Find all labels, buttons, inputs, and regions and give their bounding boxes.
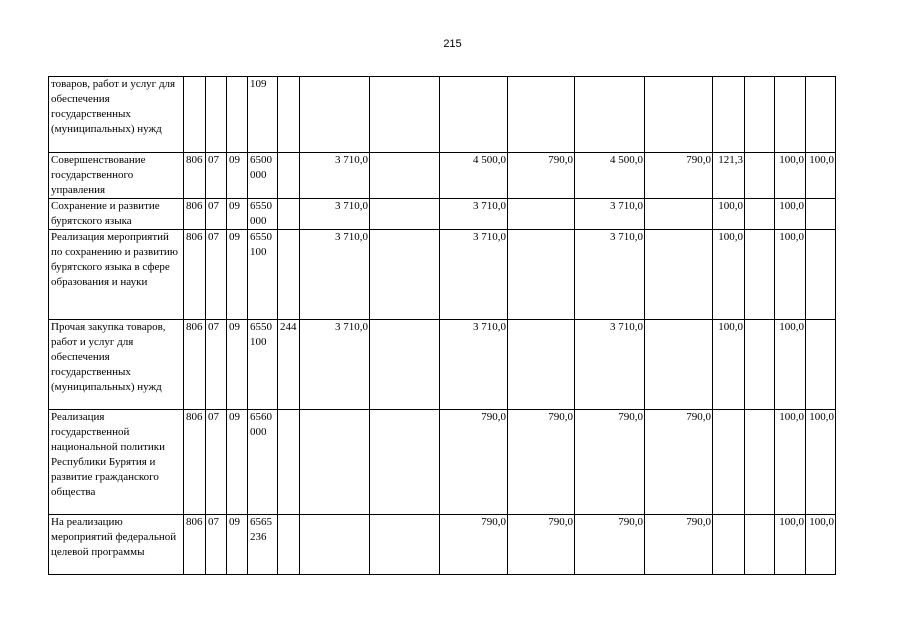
amount-cell bbox=[713, 410, 745, 515]
amount-cell: 100,0 bbox=[775, 199, 806, 230]
row-name-cell: Совершенствование государственного управления bbox=[49, 153, 184, 199]
amount-cell: 790,0 bbox=[645, 153, 713, 199]
amount-cell bbox=[370, 515, 440, 575]
code-cell: 6500 000 bbox=[248, 153, 278, 199]
amount-cell bbox=[370, 199, 440, 230]
code-cell: 09 bbox=[227, 515, 248, 575]
amount-cell bbox=[508, 199, 575, 230]
amount-cell: 790,0 bbox=[508, 153, 575, 199]
amount-cell bbox=[575, 77, 645, 153]
code-cell: 6550 100 bbox=[248, 320, 278, 410]
code-cell bbox=[184, 77, 206, 153]
amount-cell: 100,0 bbox=[713, 320, 745, 410]
amount-cell: 3 710,0 bbox=[300, 320, 370, 410]
amount-cell bbox=[713, 515, 745, 575]
amount-cell: 100,0 bbox=[806, 515, 836, 575]
amount-cell bbox=[806, 320, 836, 410]
amount-cell: 3 710,0 bbox=[575, 230, 645, 320]
amount-cell bbox=[806, 77, 836, 153]
amount-cell bbox=[370, 320, 440, 410]
amount-cell: 100,0 bbox=[806, 410, 836, 515]
amount-cell: 790,0 bbox=[645, 410, 713, 515]
amount-cell bbox=[508, 230, 575, 320]
amount-cell bbox=[713, 77, 745, 153]
table-row bbox=[49, 515, 836, 575]
code-cell: 09 bbox=[227, 199, 248, 230]
amount-cell: 3 710,0 bbox=[300, 230, 370, 320]
row-name-cell: Прочая закупка товаров, работ и услуг для обеспечения государственных (муниципальных) нужд bbox=[49, 320, 184, 410]
amount-cell: 3 710,0 bbox=[300, 199, 370, 230]
code-cell: 806 bbox=[184, 230, 206, 320]
table-row bbox=[49, 77, 836, 153]
amount-cell bbox=[745, 410, 775, 515]
amount-cell bbox=[745, 153, 775, 199]
amount-cell: 121,3 bbox=[713, 153, 745, 199]
table-row bbox=[49, 410, 836, 515]
amount-cell: 4 500,0 bbox=[440, 153, 508, 199]
budget-table bbox=[48, 76, 836, 575]
amount-cell bbox=[370, 77, 440, 153]
table-row bbox=[49, 199, 836, 230]
code-cell: 07 bbox=[206, 515, 227, 575]
amount-cell bbox=[300, 410, 370, 515]
amount-cell: 100,0 bbox=[775, 320, 806, 410]
amount-cell bbox=[745, 320, 775, 410]
amount-cell bbox=[645, 199, 713, 230]
amount-cell: 100,0 bbox=[806, 153, 836, 199]
amount-cell: 100,0 bbox=[775, 515, 806, 575]
code-cell: 09 bbox=[227, 320, 248, 410]
code-cell: 09 bbox=[227, 230, 248, 320]
amount-cell bbox=[645, 230, 713, 320]
code-cell: 6550 000 bbox=[248, 199, 278, 230]
code-cell bbox=[206, 77, 227, 153]
amount-cell: 100,0 bbox=[775, 230, 806, 320]
code-cell bbox=[278, 230, 300, 320]
amount-cell: 790,0 bbox=[508, 515, 575, 575]
page-number: 215 bbox=[443, 38, 462, 50]
row-name-cell: Реализация мероприятий по сохранению и развитию бурятского языка в сфере образования и науки bbox=[49, 230, 184, 320]
code-cell: 6560 000 bbox=[248, 410, 278, 515]
amount-cell bbox=[745, 77, 775, 153]
amount-cell: 790,0 bbox=[440, 515, 508, 575]
amount-cell bbox=[370, 410, 440, 515]
amount-cell bbox=[745, 199, 775, 230]
amount-cell bbox=[745, 515, 775, 575]
table-row bbox=[49, 320, 836, 410]
amount-cell: 4 500,0 bbox=[575, 153, 645, 199]
amount-cell: 790,0 bbox=[645, 515, 713, 575]
code-cell bbox=[278, 199, 300, 230]
table-row bbox=[49, 153, 836, 199]
amount-cell: 3 710,0 bbox=[440, 199, 508, 230]
code-cell: 07 bbox=[206, 320, 227, 410]
amount-cell bbox=[508, 77, 575, 153]
amount-cell bbox=[775, 77, 806, 153]
amount-cell bbox=[370, 153, 440, 199]
row-name-cell: Сохранение и развитие бурятского языка bbox=[49, 199, 184, 230]
amount-cell bbox=[745, 230, 775, 320]
table-row bbox=[49, 230, 836, 320]
amount-cell: 790,0 bbox=[508, 410, 575, 515]
amount-cell bbox=[645, 320, 713, 410]
amount-cell: 3 710,0 bbox=[575, 320, 645, 410]
amount-cell bbox=[508, 320, 575, 410]
code-cell: 806 bbox=[184, 199, 206, 230]
code-cell bbox=[278, 515, 300, 575]
amount-cell: 100,0 bbox=[775, 153, 806, 199]
amount-cell: 3 710,0 bbox=[440, 320, 508, 410]
amount-cell bbox=[370, 230, 440, 320]
code-cell: 09 bbox=[227, 153, 248, 199]
amount-cell: 790,0 bbox=[575, 515, 645, 575]
code-cell: 07 bbox=[206, 153, 227, 199]
code-cell: 806 bbox=[184, 320, 206, 410]
amount-cell: 100,0 bbox=[713, 199, 745, 230]
code-cell: 07 bbox=[206, 410, 227, 515]
amount-cell bbox=[806, 199, 836, 230]
row-name-cell: На реализацию мероприятий федеральной целевой программы bbox=[49, 515, 184, 575]
amount-cell: 3 710,0 bbox=[300, 153, 370, 199]
amount-cell: 3 710,0 bbox=[575, 199, 645, 230]
amount-cell bbox=[806, 230, 836, 320]
code-cell: 6550 100 bbox=[248, 230, 278, 320]
code-cell: 806 bbox=[184, 515, 206, 575]
code-cell bbox=[278, 410, 300, 515]
code-cell: 244 bbox=[278, 320, 300, 410]
code-cell bbox=[278, 77, 300, 153]
row-name-cell: Реализация государственной национальной политики Республики Бурятия и развитие гражданского общества bbox=[49, 410, 184, 515]
code-cell: 806 bbox=[184, 153, 206, 199]
code-cell bbox=[278, 153, 300, 199]
amount-cell: 3 710,0 bbox=[440, 230, 508, 320]
code-cell: 109 bbox=[248, 77, 278, 153]
code-cell: 806 bbox=[184, 410, 206, 515]
amount-cell bbox=[440, 77, 508, 153]
amount-cell bbox=[645, 77, 713, 153]
amount-cell bbox=[300, 77, 370, 153]
row-name-cell: товаров, работ и услуг для обеспечения государственных (муниципальных) нужд bbox=[49, 77, 184, 153]
code-cell bbox=[227, 77, 248, 153]
code-cell: 09 bbox=[227, 410, 248, 515]
code-cell: 6565 236 bbox=[248, 515, 278, 575]
code-cell: 07 bbox=[206, 230, 227, 320]
amount-cell bbox=[300, 515, 370, 575]
amount-cell: 790,0 bbox=[575, 410, 645, 515]
amount-cell: 790,0 bbox=[440, 410, 508, 515]
amount-cell: 100,0 bbox=[775, 410, 806, 515]
code-cell: 07 bbox=[206, 199, 227, 230]
amount-cell: 100,0 bbox=[713, 230, 745, 320]
